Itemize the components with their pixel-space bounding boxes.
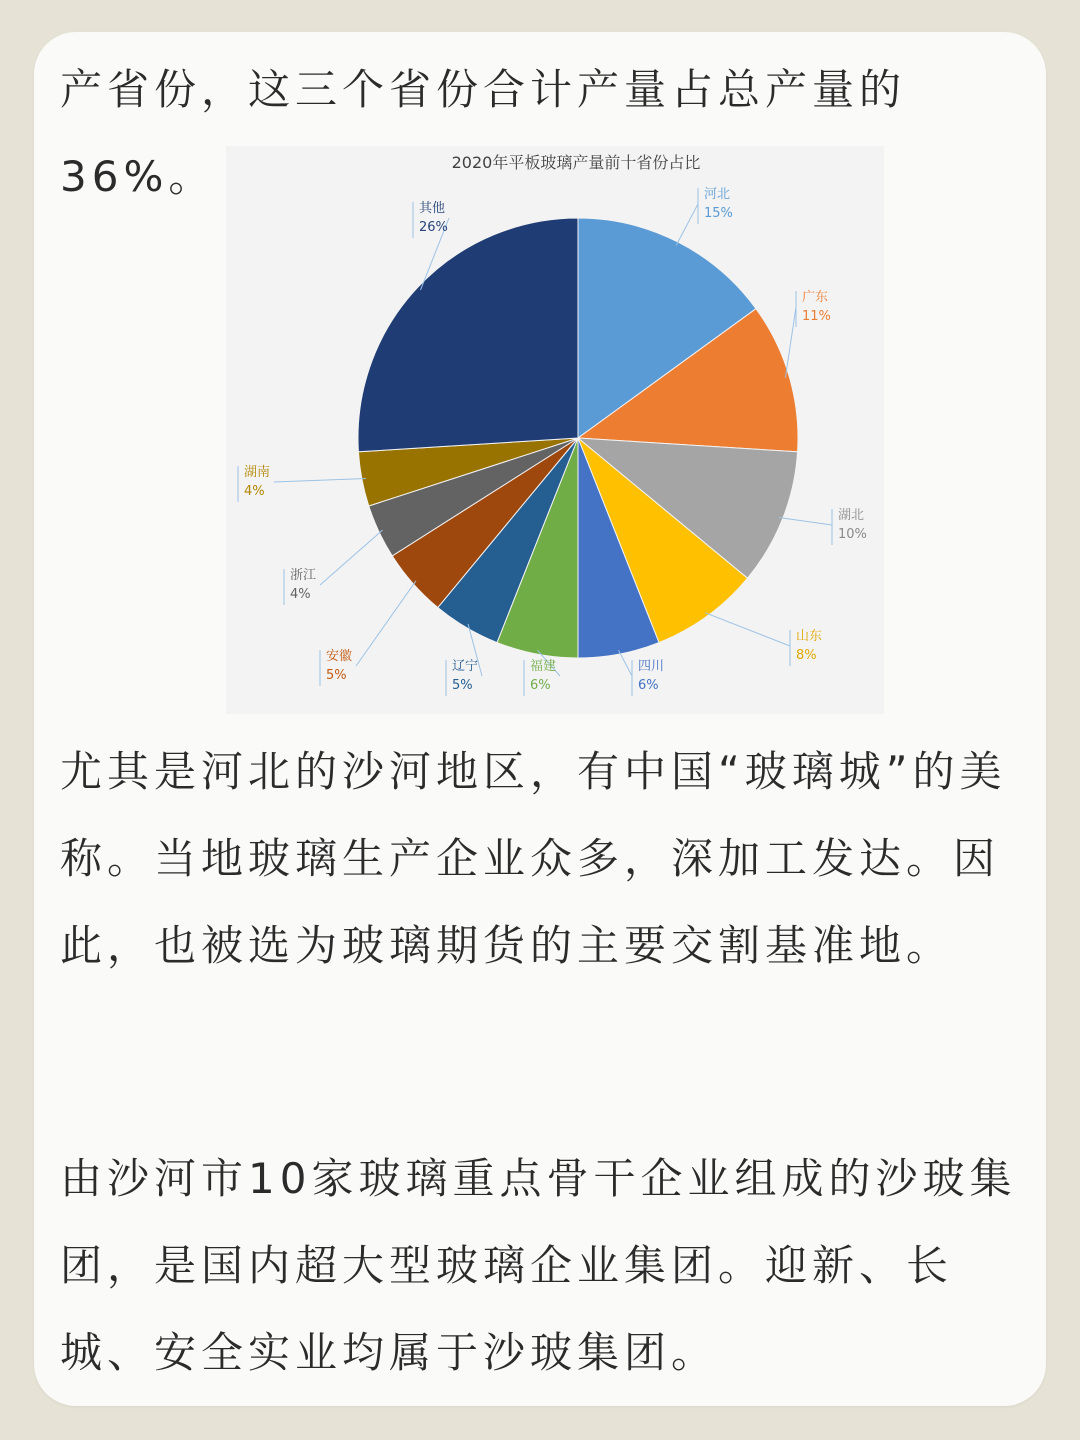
leader-line xyxy=(320,530,383,585)
pie-chart xyxy=(226,146,884,714)
intro-paragraph: 产省份，这三个省份合计产量占总产量的36%。 xyxy=(60,65,907,201)
leader-line xyxy=(356,581,416,666)
slice-value-label: 4% xyxy=(244,484,265,499)
slice-value-label: 15% xyxy=(704,206,733,221)
shahe-paragraph: 尤其是河北的沙河地区，有中国“玻璃城”的美称。当地玻璃生产企业众多，深加工发达。因此，也被选为玻璃期货的主要交割基准地。 xyxy=(60,747,1007,970)
pie-slice xyxy=(358,218,578,452)
slice-name-label: 山东 xyxy=(796,629,823,644)
leader-line xyxy=(779,518,832,526)
slice-name-label: 湖北 xyxy=(838,508,865,523)
slice-value-label: 8% xyxy=(796,648,817,663)
slice-name-label: 广东 xyxy=(802,290,829,305)
leader-line xyxy=(274,479,366,483)
slice-value-label: 5% xyxy=(326,668,347,683)
shabo-group-paragraph: 由沙河市10家玻璃重点骨干企业组成的沙玻集团，是国内超大型玻璃企业集团。迎新、长城、安全实业均属于沙玻集团。 xyxy=(60,1154,1017,1377)
leader-line xyxy=(705,613,790,646)
slice-name-label: 辽宁 xyxy=(452,659,479,674)
slice-value-label: 6% xyxy=(638,678,659,693)
slice-name-label: 河北 xyxy=(704,187,731,202)
slice-name-label: 安徽 xyxy=(326,649,353,664)
leader-line xyxy=(785,307,796,378)
slice-name-label: 福建 xyxy=(530,659,557,674)
slice-name-label: 湖南 xyxy=(244,465,271,480)
slice-name-label: 四川 xyxy=(638,659,665,674)
slice-value-label: 6% xyxy=(530,678,551,693)
slice-value-label: 10% xyxy=(838,527,867,542)
pie-chart-panel xyxy=(226,146,884,714)
leader-line xyxy=(676,204,698,246)
slice-value-label: 11% xyxy=(802,309,831,324)
slice-value-label: 26% xyxy=(419,220,448,235)
slice-value-label: 5% xyxy=(452,678,473,693)
leader-line xyxy=(619,650,633,676)
slice-name-label: 其他 xyxy=(419,201,446,216)
chart-title: 2020年平板玻璃产量前十省份占比 xyxy=(451,153,701,172)
slice-value-label: 4% xyxy=(290,587,311,602)
slice-name-label: 浙江 xyxy=(290,568,317,583)
